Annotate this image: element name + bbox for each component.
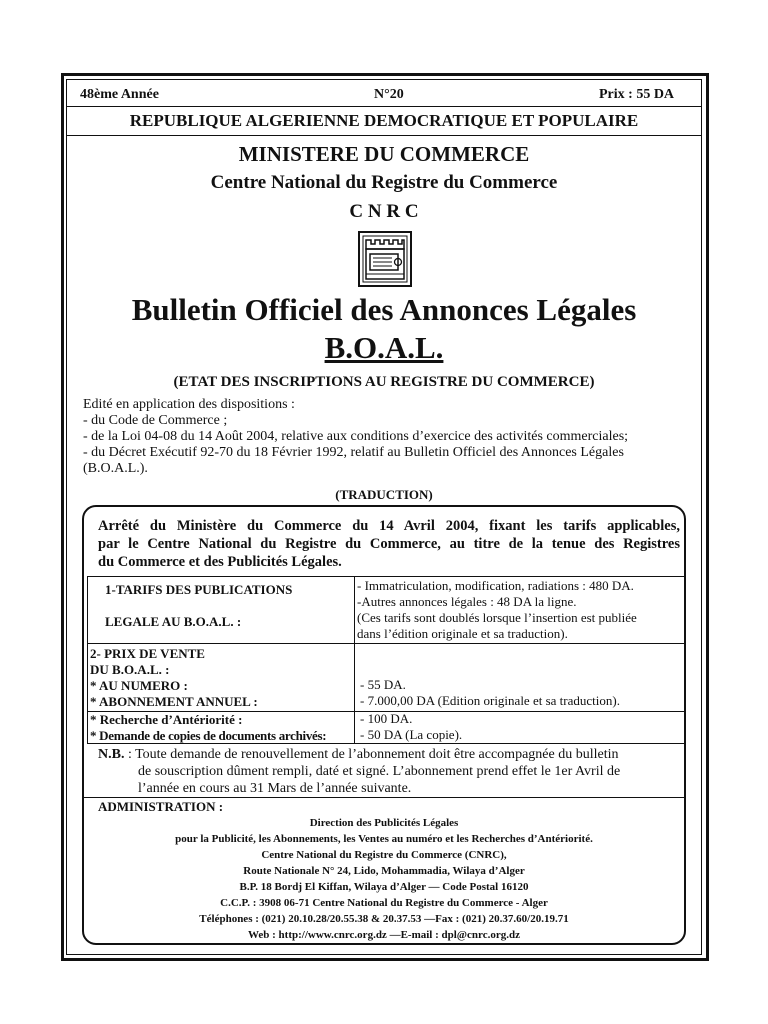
price-label: Prix : 55 DA (599, 87, 675, 102)
ministry-title: MINISTERE DU COMMERCE (238, 142, 530, 166)
prix-label: * AU NUMERO : (90, 678, 188, 693)
nb-text: : Toute demande de renouvellement de l’abonnement doit être accompagnée du bulletin (124, 747, 619, 762)
nb-line (98, 747, 618, 763)
prix-value: - 7.000,00 DA (Edition originale et sa traduction). (360, 693, 620, 708)
tarifs-label: LEGALE AU B.O.A.L. : (105, 614, 242, 629)
intro-line: (B.O.A.L.). (83, 461, 148, 476)
prix-label: * ABONNEMENT ANNUEL : (90, 694, 258, 709)
recherche-value: - 50 DA (La copie). (360, 727, 463, 742)
administration-line: C.C.P. : 3908 06-71 Centre National du Registre du Commerce - Alger (220, 897, 548, 909)
arrete-line: par le Centre National du Registre du Commerce, au titre de la tenue des Registres (98, 536, 680, 552)
prix-label: 2- PRIX DE VENTE (90, 646, 205, 661)
table-row-divider (87, 576, 684, 577)
recherche-label: * Recherche d’Antériorité : (90, 712, 243, 727)
tarifs-value: (Ces tarifs sont doublés lorsque l’insertion est publiée (357, 610, 637, 625)
intro-line: - du Code de Commerce ; (83, 413, 228, 428)
subtitle: (ETAT DES INSCRIPTIONS AU REGISTRE DU COMMERCE) (173, 374, 595, 390)
table-row-divider (87, 643, 684, 644)
administration-line: Téléphones : (021) 20.10.28/20.55.38 & 20.37.53 —Fax : (021) 20.37.60/20.19.71 (199, 913, 569, 925)
administration-line: Centre National du Registre du Commerce (CNRC), (261, 849, 507, 861)
year-label: 48ème Année (80, 87, 159, 102)
table-left-border (87, 576, 88, 743)
issue-number: N°20 (374, 87, 404, 102)
recherche-label: * Demande de copies de documents archivés: (90, 728, 327, 743)
administration-line: B.P. 18 Bordj El Kiffan, Wilaya d’Alger — Code Postal 16120 (239, 881, 529, 893)
intro-line: - du Décret Exécutif 92-70 du 18 Février 1992, relatif au Bulletin Officiel des Annonces Légales (83, 445, 624, 460)
nb-line: l’année en cours au 31 Mars de l’année suivante. (138, 781, 412, 796)
tarifs-value: dans l’édition originale et sa traduction). (357, 626, 568, 641)
cnrc-tower-logo-icon (358, 231, 412, 287)
administration-line: Web : http://www.cnrc.org.dz —E-mail : dpl@cnrc.org.dz (248, 929, 520, 941)
arrete-line: Arrêté du Ministère du Commerce du 14 Avril 2004, fixant les tarifs applicables, (98, 518, 680, 534)
administration-heading: ADMINISTRATION : (98, 799, 224, 814)
tarifs-value: -Autres annonces légales : 48 DA la ligne. (357, 594, 577, 609)
tarifs-value: - Immatriculation, modification, radiations : 480 DA. (357, 578, 634, 593)
tarifs-label: 1-TARIFS DES PUBLICATIONS (105, 582, 293, 597)
table-column-divider (354, 576, 355, 743)
masthead-divider (66, 106, 702, 107)
republic-divider (66, 135, 702, 136)
intro-line: Edité en application des dispositions : (83, 397, 295, 412)
nb-line: de souscription dûment rempli, daté et signé. L’abonnement prend effet le 1er Avril de (138, 764, 621, 779)
cnrc-acronym: C N R C (349, 201, 419, 222)
administration-line: pour la Publicité, les Abonnements, les Ventes au numéro et les Recherches d’Antériorité. (175, 833, 593, 845)
table-right-border (684, 576, 685, 743)
administration-line: Direction des Publicités Légales (309, 817, 459, 829)
intro-line: - de la Loi 04-08 du 14 Août 2004, relative aux conditions d’exercice des activités commerciales; (83, 429, 629, 444)
prix-value: - 55 DA. (360, 677, 406, 692)
centre-title: Centre National du Registre du Commerce (210, 172, 558, 193)
nb-prefix: N.B. (98, 747, 125, 762)
recherche-value: - 100 DA. (360, 711, 413, 726)
administration-divider (84, 797, 684, 798)
bulletin-title: Bulletin Officiel des Annonces Légales (131, 292, 637, 327)
arrete-line: du Commerce et des Publicités Légales. (98, 554, 342, 570)
traduction-label: (TRADUCTION) (335, 487, 433, 502)
republic-title: REPUBLIQUE ALGERIENNE DEMOCRATIQUE ET POPULAIRE (129, 111, 639, 130)
prix-label: DU B.O.A.L. : (90, 662, 170, 677)
administration-line: Route Nationale N° 24, Lido, Mohammadia, Wilaya d’Alger (243, 865, 525, 877)
boal-title: B.O.A.L. (324, 330, 444, 365)
